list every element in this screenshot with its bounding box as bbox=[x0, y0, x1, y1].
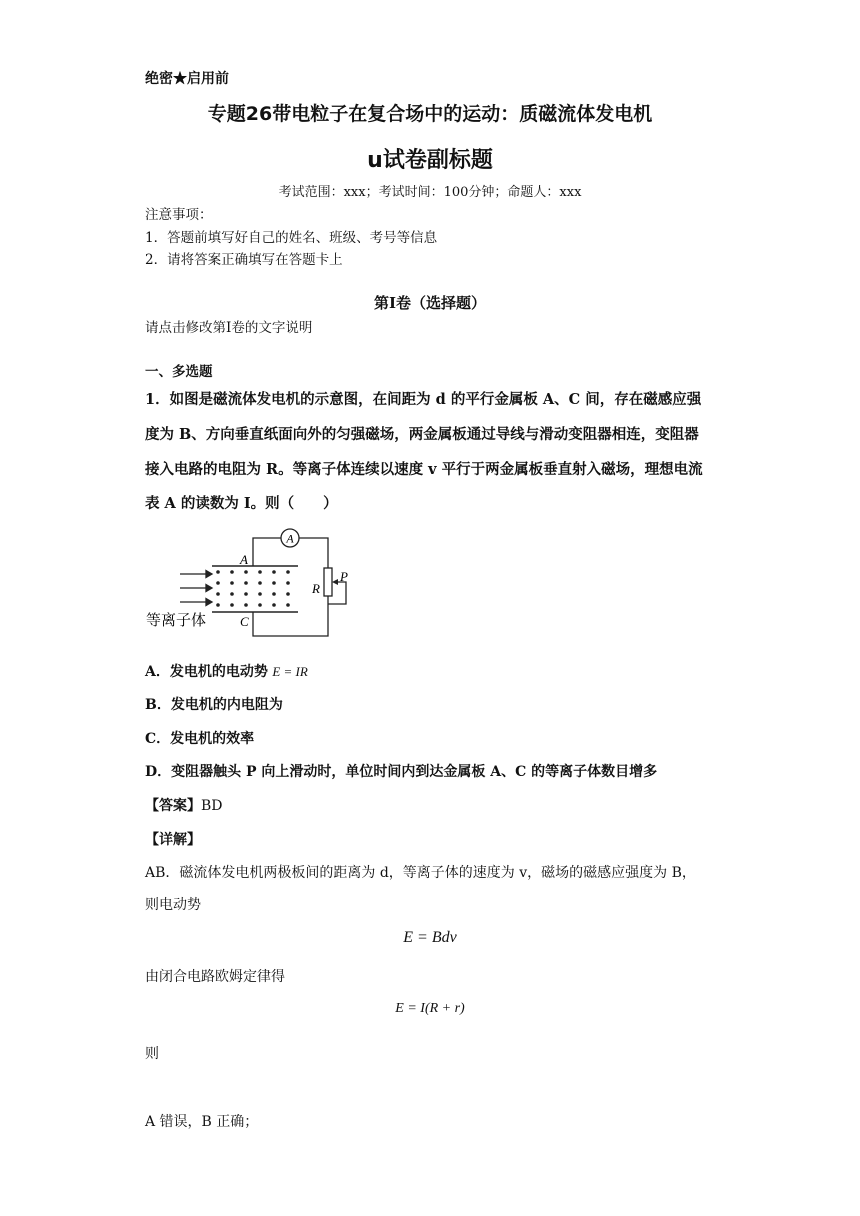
question-line: 度为 B、方向垂直纸面向外的匀强磁场，两金属板通过导线与滑动变阻器相连，变阻器 bbox=[145, 426, 699, 443]
option-a-formula: E = IR bbox=[272, 664, 308, 679]
question-line: 接入电路的电阻为 R。等离子体连续以速度 v 平行于两金属板垂直射入磁场，理想电流 bbox=[145, 461, 703, 478]
document-subtitle: u试卷副标题 bbox=[367, 148, 493, 173]
resistor-icon bbox=[324, 568, 332, 596]
notes-item: 2．请将答案正确填写在答题卡上 bbox=[145, 252, 343, 268]
section-description: 请点击修改第I卷的文字说明 bbox=[145, 320, 313, 336]
document-title: 专题26带电粒子在复合场中的运动：质磁流体发电机 bbox=[207, 103, 653, 125]
plasma-arrows bbox=[180, 571, 212, 606]
exam-info: 考试范围：xxx；考试时间：100分钟；命题人：xxx bbox=[278, 185, 582, 200]
resistor-label: R bbox=[312, 581, 320, 596]
magnetic-field-dots bbox=[216, 570, 290, 607]
answer-line bbox=[145, 795, 223, 815]
plate-top-label: A bbox=[240, 552, 248, 567]
part-heading: 一、多选题 bbox=[145, 364, 213, 380]
detail-paragraph: A 错误，B 正确； bbox=[145, 1114, 259, 1130]
option-c: C．发电机的效率 bbox=[145, 731, 255, 747]
plate-bottom-label: C bbox=[240, 614, 249, 629]
detail-paragraph: 由闭合电路欧姆定律得 bbox=[145, 969, 285, 985]
plasma-label: 等离子体 bbox=[146, 613, 207, 629]
detail-paragraph: AB．磁流体发电机两极板间的距离为 d，等离子体的速度为 v，磁场的磁感应强度为 B， bbox=[145, 865, 696, 881]
slider-arrow-icon bbox=[332, 579, 338, 585]
ammeter-label: A bbox=[286, 531, 294, 546]
equation-emf: E = Bdv bbox=[403, 929, 457, 946]
equation-ohm: E = I(R + r) bbox=[395, 1001, 465, 1016]
detail-paragraph: 则电动势 bbox=[145, 897, 201, 913]
option-d: D．变阻器触头 P 向上滑动时，单位时间内到达金属板 A、C 的等离子体数目增多 bbox=[145, 764, 658, 780]
notes-heading: 注意事项： bbox=[145, 207, 213, 223]
detail-paragraph: 则 bbox=[145, 1046, 159, 1062]
secret-mark: 绝密★启用前 bbox=[145, 71, 229, 87]
answer-label: 【答案】 bbox=[145, 798, 201, 814]
question-line: 1．如图是磁流体发电机的示意图，在间距为 d 的平行金属板 A、C 间，存在磁感应强 bbox=[145, 391, 702, 408]
option-b: B．发电机的内电阻为 bbox=[145, 697, 283, 713]
notes-item: 1．答题前填写好自己的姓名、班级、考号等信息 bbox=[145, 230, 438, 246]
detail-label: 【详解】 bbox=[145, 832, 201, 848]
section-title: 第I卷（选择题） bbox=[373, 294, 487, 312]
slider-label: P bbox=[340, 569, 348, 584]
mhd-generator-figure bbox=[140, 522, 380, 647]
question-line: 表 A 的读数为 I。则（ ） bbox=[145, 495, 338, 512]
option-a-text: A．发电机的电动势 bbox=[145, 664, 268, 680]
option-a bbox=[145, 661, 308, 681]
answer-value: BD bbox=[201, 798, 223, 814]
